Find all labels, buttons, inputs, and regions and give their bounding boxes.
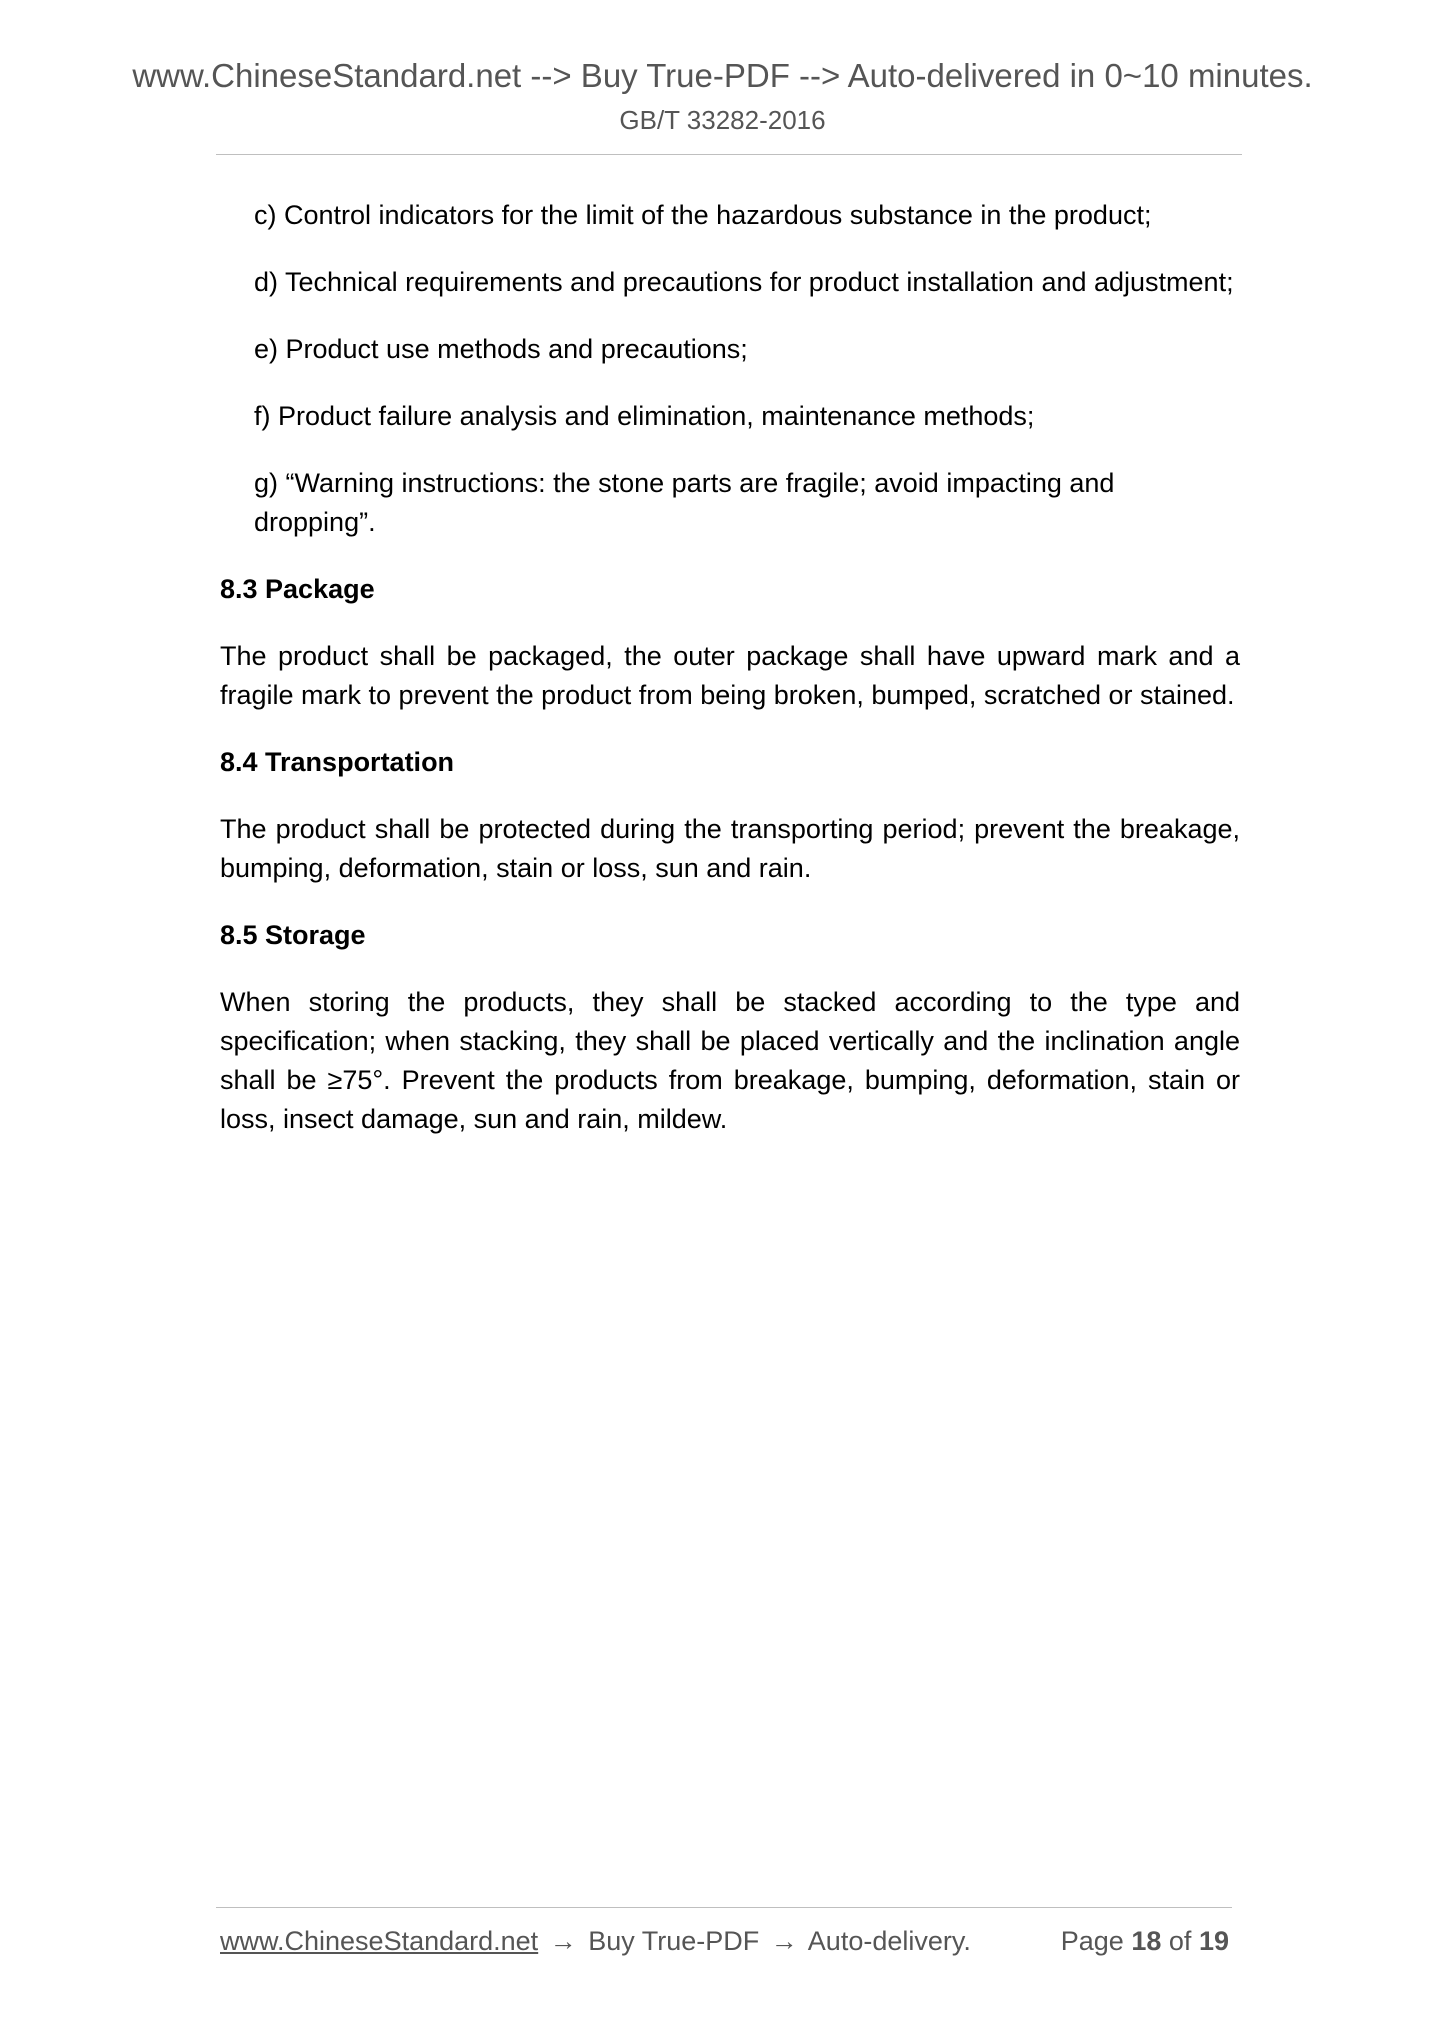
page-total: 19 <box>1198 1926 1229 1956</box>
header-banner: www.ChineseStandard.net --> Buy True-PDF --> Auto-delivered in 0~10 minutes. <box>132 57 1313 94</box>
footer-buy-text: Buy True-PDF <box>588 1926 760 1956</box>
section-text-storage: When storing the products, they shall be stacked according to the type and specification; when stacking, they shall be placed vertically and the inclination angle shall be ≥75°. Prevent the products from breakage, bumping, deformation, stain or loss, insect damage, sun and rain, mildew. <box>220 987 1240 1134</box>
list-item-d: d) Technical requirements and precautions for product installation and adjustment; <box>254 267 1234 297</box>
list-item-c: c) Control indicators for the limit of the hazardous substance in the product; <box>254 200 1152 230</box>
page-number <box>1061 1924 1229 1958</box>
page-label: Page <box>1060 1926 1124 1956</box>
footer-site-link[interactable]: www.ChineseStandard.net <box>220 1926 539 1956</box>
arrow-right-icon: → <box>770 1926 798 1956</box>
section-heading-transportation: 8.4 Transportation <box>220 747 455 777</box>
document-body <box>220 196 1240 1167</box>
header-divider <box>216 154 1242 155</box>
list-item-e: e) Product use methods and precautions; <box>254 334 748 364</box>
page-current: 18 <box>1131 1926 1162 1956</box>
arrow-right-icon: → <box>549 1926 577 1956</box>
footer-promo <box>220 1924 971 1958</box>
section-heading-package: 8.3 Package <box>220 574 375 604</box>
section-heading-storage: 8.5 Storage <box>220 920 366 950</box>
section-text-transportation: The product shall be protected during the transporting period; prevent the breakage, bumping, deformation, stain or loss, sun and rain. <box>220 814 1240 883</box>
footer-delivery-text: Auto-delivery. <box>807 1926 971 1956</box>
footer-divider <box>216 1907 1232 1908</box>
list-item-f: f) Product failure analysis and elimination, maintenance methods; <box>254 401 1035 431</box>
standard-code: GB/T 33282-2016 <box>619 105 826 135</box>
of-label: of <box>1168 1926 1192 1956</box>
list-item-g: g) “Warning instructions: the stone parts are fragile; avoid impacting and dropping”. <box>254 468 1115 537</box>
section-text-package: The product shall be packaged, the outer package shall have upward mark and a fragile mark to prevent the product from being broken, bumped, scratched or stained. <box>220 641 1240 710</box>
